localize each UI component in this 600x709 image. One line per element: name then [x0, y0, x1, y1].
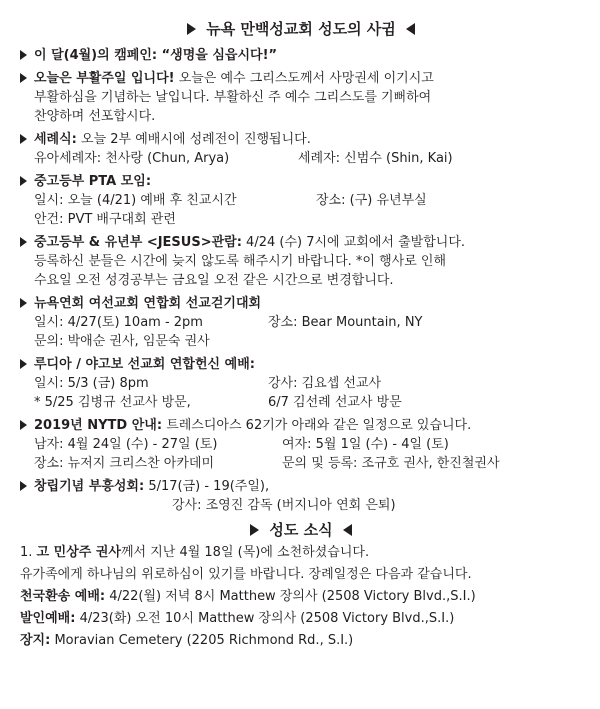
item-text: 세례자: 신범수 (Shin, Kai)	[298, 151, 453, 166]
item-text: 일시: 오늘 (4/21) 예배 후 친교시간	[34, 193, 237, 208]
news-paragraph	[20, 587, 582, 606]
burial-text: Moravian Cemetery (2205 Richmond Rd., S.I.)	[50, 633, 354, 648]
item-text: 문의: 박애순 권사, 임문숙 권사	[34, 334, 210, 349]
item-text: 6/7 김선례 선교사 방문	[268, 395, 402, 410]
announcement-item	[20, 69, 582, 126]
bullet-icon	[20, 176, 27, 186]
item-text: 찬양하며 선포합시다.	[34, 109, 156, 124]
item-text: 유아세례자: 천사랑 (Chun, Arya)	[34, 151, 230, 166]
bullet-icon	[20, 420, 27, 430]
news-number: 1.	[20, 545, 37, 560]
item-heading: 뉴욕연회 여선교회 연합회 선교걷기대회	[34, 296, 262, 311]
item-text: 오늘은 예수 그리스도께서 사망권세 이기시고	[174, 71, 434, 86]
announcement-item	[20, 477, 582, 515]
item-text: 강사: 김요셉 선교사	[268, 376, 382, 391]
burial-label: 장지:	[20, 633, 51, 648]
bullet-icon	[20, 134, 27, 144]
bullet-icon	[20, 359, 27, 369]
item-text: 일시: 4/27(토) 10am - 2pm	[34, 315, 203, 330]
item-text: 남자: 4월 24일 (수) - 27일 (토)	[34, 437, 218, 452]
item-text: 트레스디아스 62기가 아래와 같은 일정으로 있습니다.	[162, 418, 472, 433]
triangle-right-icon	[250, 524, 259, 536]
item-text: 수요일 오전 성경공부는 금요일 오전 같은 시간으로 변경합니다.	[34, 273, 394, 288]
announcement-item	[20, 172, 582, 229]
announcement-item	[20, 130, 582, 168]
news-paragraph	[20, 609, 582, 628]
item-text: 4/24 (수) 7시에 교회에서 출발합니다.	[241, 235, 466, 250]
section-title: 뉴욕 만백성교회 성도의 사귐	[206, 19, 396, 38]
bullet-icon	[20, 50, 27, 60]
announcement-item	[20, 233, 582, 290]
news-title: 성도 소식	[269, 520, 333, 539]
item-text: 안건: PVT 배구대회 관련	[34, 212, 176, 227]
item-text: 오늘 2부 예배시에 성례전이 진행됩니다.	[76, 132, 311, 147]
item-heading: 창립기념 부흥성회:	[34, 479, 145, 494]
news-section	[20, 543, 582, 650]
item-text: * 5/25 김병규 선교사 방문,	[34, 395, 191, 410]
item-text: 부활하심을 기념하는 날입니다. 부활하신 주 예수 그리스도를 기뻐하여	[34, 90, 432, 105]
funeral-label: 발인예배:	[20, 611, 76, 626]
wake-text: 4/22(월) 저녁 8시 Matthew 장의사 (2508 Victory Blvd.,S.I.)	[105, 589, 476, 604]
announcement-item	[20, 355, 582, 412]
triangle-left-icon	[406, 23, 415, 35]
news-paragraph	[20, 543, 582, 562]
item-heading: 오늘은 부활주일 입니다!	[34, 71, 175, 86]
item-text: 5/17(금) - 19(주일),	[144, 479, 270, 494]
wake-label: 천국환송 예배:	[20, 589, 106, 604]
bullet-icon	[20, 481, 27, 491]
item-text: 등록하신 분들은 시간에 늦지 않도록 해주시기 바랍니다. *이 행사로 인해	[34, 254, 447, 269]
item-heading: 세례식:	[34, 132, 77, 147]
triangle-left-icon	[343, 524, 352, 536]
item-text: 장소: (구) 유년부실	[316, 193, 427, 208]
bullet-icon	[20, 73, 27, 83]
announcement-item	[20, 46, 582, 65]
item-text: 장소: Bear Mountain, NY	[268, 315, 423, 330]
news-paragraph: 유가족에게 하나님의 위로하심이 있기를 바랍니다. 장례일정은 다음과 같습니다.	[20, 567, 472, 582]
bullet-icon	[20, 298, 27, 308]
announcement-item	[20, 416, 582, 473]
item-heading: 이 달(4월)의 캠페인: “생명을 심읍시다!”	[34, 48, 278, 63]
announcement-list	[20, 46, 582, 515]
bullet-icon	[20, 237, 27, 247]
announcement-item	[20, 294, 582, 351]
news-name: 고 민상주 권사	[36, 545, 121, 560]
triangle-right-icon	[187, 23, 196, 35]
funeral-text: 4/23(화) 오전 10시 Matthew 장의사 (2508 Victory Blvd.,S.I.)	[75, 611, 455, 626]
item-text: 문의 및 등록: 조규호 권사, 한진철권사	[282, 456, 500, 471]
section-header	[20, 18, 582, 40]
item-heading: 중고등부 & 유년부 <JESUS>관람:	[34, 235, 242, 250]
item-text: 강사: 조영진 감독 (버지니아 연회 은퇴)	[172, 498, 396, 513]
item-text: 일시: 5/3 (금) 8pm	[34, 376, 149, 391]
news-text: 께서 지난 4월 18일 (목)에 소천하셨습니다.	[120, 545, 370, 560]
news-header	[20, 519, 582, 541]
item-heading: 2019년 NYTD 안내:	[34, 418, 163, 433]
item-text: 여자: 5월 1일 (수) - 4일 (토)	[282, 437, 449, 452]
news-paragraph	[20, 631, 582, 650]
item-text: 장소: 뉴저지 크리스찬 아카데미	[34, 456, 215, 471]
item-heading: 중고등부 PTA 모임:	[34, 174, 152, 189]
item-heading: 루디아 / 야고보 선교회 연합헌신 예배:	[34, 357, 255, 372]
